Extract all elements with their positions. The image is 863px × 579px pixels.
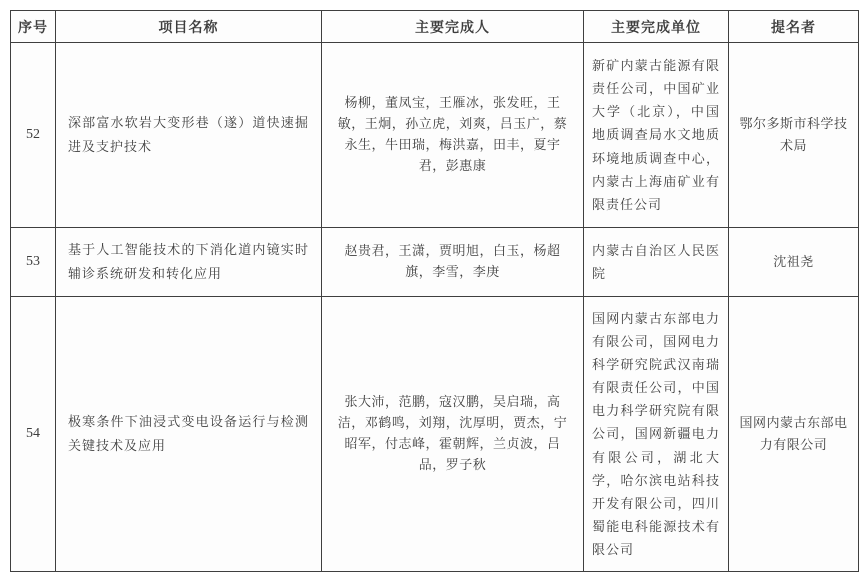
project-name: 极寒条件下油浸式变电设备运行与检测关键技术及应用 — [56, 297, 322, 572]
main-completers: 杨柳，董凤宝，王雁冰，张发旺，王敏，王炯，孙立虎，刘爽，吕玉广，蔡永生，牛田瑞，梅洪嘉，田丰，夏宇君，彭惠康 — [322, 43, 584, 228]
award-project-table — [10, 10, 859, 572]
main-completers: 赵贵君，王潇，贾明旭，白玉，杨超旗，李雪，李庚 — [322, 228, 584, 297]
main-units: 内蒙古自治区人民医院 — [584, 228, 729, 297]
header-index: 序号 — [11, 11, 56, 43]
main-units: 国网内蒙古东部电力有限公司，国网电力科学研究院武汉南瑞有限责任公司，中国电力科学研究院有限公司，国网新疆电力有限公司，湖北大学，哈尔滨电站科技开发有限公司，四川蜀能电科能源技术有限公司 — [584, 297, 729, 572]
row-index: 54 — [11, 297, 56, 572]
row-index: 53 — [11, 228, 56, 297]
main-units: 新矿内蒙古能源有限责任公司，中国矿业大学（北京），中国地质调查局水文地质环境地质调查中心，内蒙古上海庙矿业有限责任公司 — [584, 43, 729, 228]
project-name: 深部富水软岩大变形巷（遂）道快速掘进及支护技术 — [56, 43, 322, 228]
main-completers: 张大沛，范鹏，寇汉鹏，吴启瑞，高洁，邓鹤鸣，刘翔，沈厚明，贾杰，宁昭军，付志峰，霍朝辉，兰贞波，吕品，罗子秋 — [322, 297, 584, 572]
nominator: 鄂尔多斯市科学技术局 — [729, 43, 859, 228]
header-main-units: 主要完成单位 — [584, 11, 729, 43]
header-project-name: 项目名称 — [56, 11, 322, 43]
header-main-completers: 主要完成人 — [322, 11, 584, 43]
project-name: 基于人工智能技术的下消化道内镜实时辅诊系统研发和转化应用 — [56, 228, 322, 297]
table-row — [11, 43, 859, 228]
nominator: 国网内蒙古东部电力有限公司 — [729, 297, 859, 572]
table-header-row — [11, 11, 859, 43]
table-row — [11, 228, 859, 297]
header-nominator: 提名者 — [729, 11, 859, 43]
nominator: 沈祖尧 — [729, 228, 859, 297]
table-row — [11, 297, 859, 572]
row-index: 52 — [11, 43, 56, 228]
